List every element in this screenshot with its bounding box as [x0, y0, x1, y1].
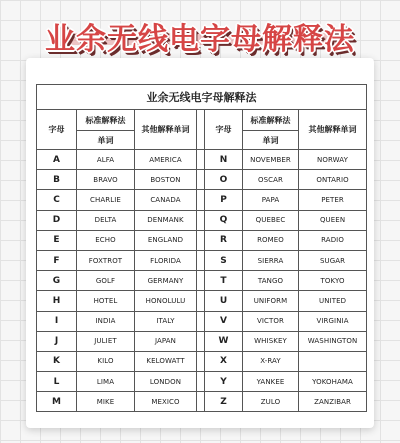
standard-word-cell: OSCAR: [243, 170, 299, 190]
other-word-cell: DENMANK: [135, 210, 197, 230]
standard-word-cell: FOXTROT: [77, 250, 135, 270]
header-standard-right: 标准解释法: [243, 110, 299, 131]
letter-cell: H: [37, 291, 77, 311]
column-separator-cell: [197, 271, 205, 291]
standard-word-cell: X-RAY: [243, 351, 299, 371]
header-word-right: 单词: [243, 131, 299, 150]
other-word-cell: WASHINGTON: [299, 331, 367, 351]
letter-cell: K: [37, 351, 77, 371]
other-word-cell: BOSTON: [135, 170, 197, 190]
standard-word-cell: UNIFORM: [243, 291, 299, 311]
column-separator-cell: [197, 170, 205, 190]
standard-word-cell: LIMA: [77, 372, 135, 392]
other-word-cell: PETER: [299, 190, 367, 210]
other-word-cell: AMERICA: [135, 150, 197, 170]
letter-cell: G: [37, 271, 77, 291]
other-word-cell: ZANZIBAR: [299, 392, 367, 412]
other-word-cell: TOKYO: [299, 271, 367, 291]
other-word-cell: UNITED: [299, 291, 367, 311]
other-word-cell: QUEEN: [299, 210, 367, 230]
column-separator-cell: [197, 230, 205, 250]
letter-cell: E: [37, 230, 77, 250]
standard-word-cell: GOLF: [77, 271, 135, 291]
header-letter-left: 字母: [37, 110, 77, 150]
letter-cell: R: [205, 230, 243, 250]
table-row: [37, 351, 367, 371]
table-row: [37, 170, 367, 190]
other-word-cell: ONTARIO: [299, 170, 367, 190]
table-row: [37, 311, 367, 331]
standard-word-cell: VICTOR: [243, 311, 299, 331]
letter-cell: M: [37, 392, 77, 412]
other-word-cell: [299, 351, 367, 371]
letter-cell: J: [37, 331, 77, 351]
letter-cell: V: [205, 311, 243, 331]
letter-cell: Q: [205, 210, 243, 230]
letter-cell: X: [205, 351, 243, 371]
other-word-cell: CANADA: [135, 190, 197, 210]
standard-word-cell: ZULO: [243, 392, 299, 412]
standard-word-cell: QUEBEC: [243, 210, 299, 230]
letter-cell: S: [205, 250, 243, 270]
other-word-cell: HONOLULU: [135, 291, 197, 311]
standard-word-cell: YANKEE: [243, 372, 299, 392]
letter-cell: D: [37, 210, 77, 230]
letter-cell: F: [37, 250, 77, 270]
header-standard-left: 标准解释法: [77, 110, 135, 131]
column-separator-cell: [197, 331, 205, 351]
header-other-left: 其他解释单词: [135, 110, 197, 150]
header-letter-right: 字母: [205, 110, 243, 150]
letter-cell: T: [205, 271, 243, 291]
table-row: [37, 331, 367, 351]
standard-word-cell: JULIET: [77, 331, 135, 351]
column-separator-cell: [197, 210, 205, 230]
table-row: [37, 210, 367, 230]
table-row: [37, 291, 367, 311]
letter-cell: O: [205, 170, 243, 190]
other-word-cell: VIRGINIA: [299, 311, 367, 331]
letter-cell: W: [205, 331, 243, 351]
other-word-cell: LONDON: [135, 372, 197, 392]
table-row: [37, 190, 367, 210]
phonetic-alphabet-table: [36, 84, 367, 412]
standard-word-cell: ROMEO: [243, 230, 299, 250]
letter-cell: Y: [205, 372, 243, 392]
column-separator-cell: [197, 351, 205, 371]
standard-word-cell: ALFA: [77, 150, 135, 170]
standard-word-cell: NOVEMBER: [243, 150, 299, 170]
other-word-cell: RADIO: [299, 230, 367, 250]
column-separator-cell: [197, 311, 205, 331]
letter-cell: N: [205, 150, 243, 170]
other-word-cell: FLORIDA: [135, 250, 197, 270]
standard-word-cell: INDIA: [77, 311, 135, 331]
standard-word-cell: KILO: [77, 351, 135, 371]
other-word-cell: NORWAY: [299, 150, 367, 170]
standard-word-cell: TANGO: [243, 271, 299, 291]
letter-cell: A: [37, 150, 77, 170]
table-header-row: [37, 110, 367, 131]
table-row: [37, 230, 367, 250]
letter-cell: B: [37, 170, 77, 190]
header-word-left: 单词: [77, 131, 135, 150]
standard-word-cell: BRAVO: [77, 170, 135, 190]
banner-title: 业余无线电字母解释法: [45, 22, 355, 57]
standard-word-cell: SIERRA: [243, 250, 299, 270]
letter-cell: P: [205, 190, 243, 210]
standard-word-cell: PAPA: [243, 190, 299, 210]
other-word-cell: YOKOHAMA: [299, 372, 367, 392]
table-title: 业余无线电字母解释法: [37, 85, 367, 110]
other-word-cell: ITALY: [135, 311, 197, 331]
standard-word-cell: WHISKEY: [243, 331, 299, 351]
column-separator-cell: [197, 190, 205, 210]
letter-cell: U: [205, 291, 243, 311]
table-title-row: [37, 85, 367, 110]
column-separator-cell: [197, 150, 205, 170]
column-separator: [197, 110, 205, 150]
letter-cell: L: [37, 372, 77, 392]
letter-cell: C: [37, 190, 77, 210]
standard-word-cell: HOTEL: [77, 291, 135, 311]
column-separator-cell: [197, 392, 205, 412]
standard-word-cell: ECHO: [77, 230, 135, 250]
table-row: [37, 250, 367, 270]
column-separator-cell: [197, 372, 205, 392]
table-row: [37, 150, 367, 170]
standard-word-cell: DELTA: [77, 210, 135, 230]
standard-word-cell: MIKE: [77, 392, 135, 412]
standard-word-cell: CHARLIE: [77, 190, 135, 210]
header-other-right: 其他解释单词: [299, 110, 367, 150]
column-separator-cell: [197, 250, 205, 270]
letter-cell: I: [37, 311, 77, 331]
other-word-cell: SUGAR: [299, 250, 367, 270]
table-row: [37, 271, 367, 291]
other-word-cell: GERMANY: [135, 271, 197, 291]
other-word-cell: JAPAN: [135, 331, 197, 351]
letter-cell: Z: [205, 392, 243, 412]
column-separator-cell: [197, 291, 205, 311]
table-row: [37, 372, 367, 392]
other-word-cell: MEXICO: [135, 392, 197, 412]
other-word-cell: KELOWATT: [135, 351, 197, 371]
other-word-cell: ENGLAND: [135, 230, 197, 250]
table-row: [37, 392, 367, 412]
